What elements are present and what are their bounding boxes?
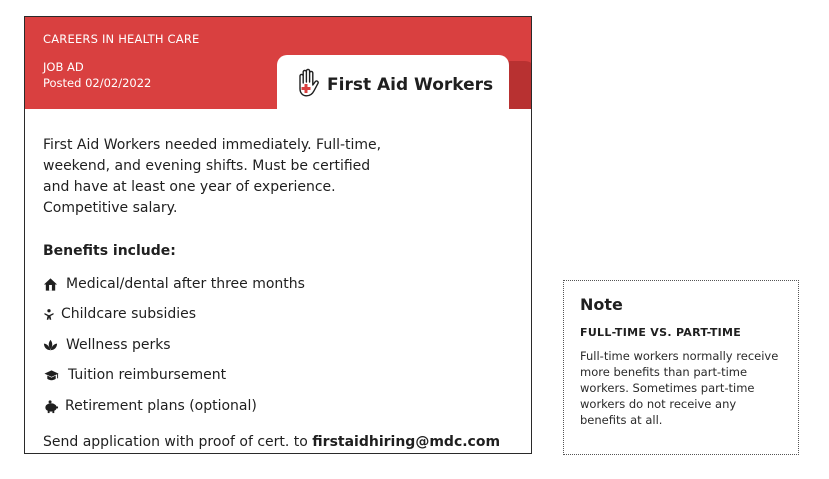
send-text: Send application with proof of cert. to	[43, 433, 313, 450]
list-item	[43, 300, 513, 331]
list-item	[43, 269, 513, 300]
list-item	[43, 361, 513, 392]
list-item	[43, 391, 513, 422]
benefit-label: Childcare subsidies	[61, 306, 197, 323]
title-tab	[277, 55, 509, 109]
benefits-list	[43, 269, 513, 422]
contact-email[interactable]: firstaidhiring@mdc.com	[312, 433, 501, 450]
lotus-icon	[43, 338, 58, 353]
ad-description: First Aid Workers needed immediately. Full-time, weekend, and evening shifts. Must be certified and have at least one year of experience. Competitive salary.	[43, 137, 382, 216]
job-ad-card	[24, 16, 532, 454]
ad-category: CAREERS IN HEALTH CARE	[43, 32, 200, 46]
benefit-label: Wellness perks	[66, 336, 171, 353]
ad-body	[43, 135, 513, 453]
note-text: Full-time workers normally receive more benefits than part-time workers. Sometimes part-time workers do not receive any benefits at all.	[580, 349, 779, 427]
ad-meta	[43, 59, 151, 91]
house-icon	[43, 277, 58, 292]
ad-posted-date: Posted 02/02/2022	[43, 76, 152, 90]
piggy-bank-icon	[43, 399, 59, 414]
graduation-cap-icon	[43, 368, 60, 383]
note-box	[563, 280, 799, 455]
application-instructions	[43, 432, 513, 453]
benefit-label: Tuition reimbursement	[68, 367, 227, 384]
ad-title: First Aid Workers	[327, 75, 494, 95]
child-icon	[43, 307, 55, 322]
ad-banner	[25, 17, 531, 109]
benefits-heading: Benefits include:	[43, 243, 176, 259]
raised-hand-first-aid-icon	[291, 65, 325, 99]
benefit-label: Medical/dental after three months	[66, 275, 305, 292]
list-item	[43, 330, 513, 361]
benefit-label: Retirement plans (optional)	[65, 397, 257, 414]
ad-type: JOB AD	[43, 60, 84, 74]
note-title: Note	[580, 295, 623, 314]
note-heading: FULL-TIME VS. PART-TIME	[580, 326, 742, 339]
